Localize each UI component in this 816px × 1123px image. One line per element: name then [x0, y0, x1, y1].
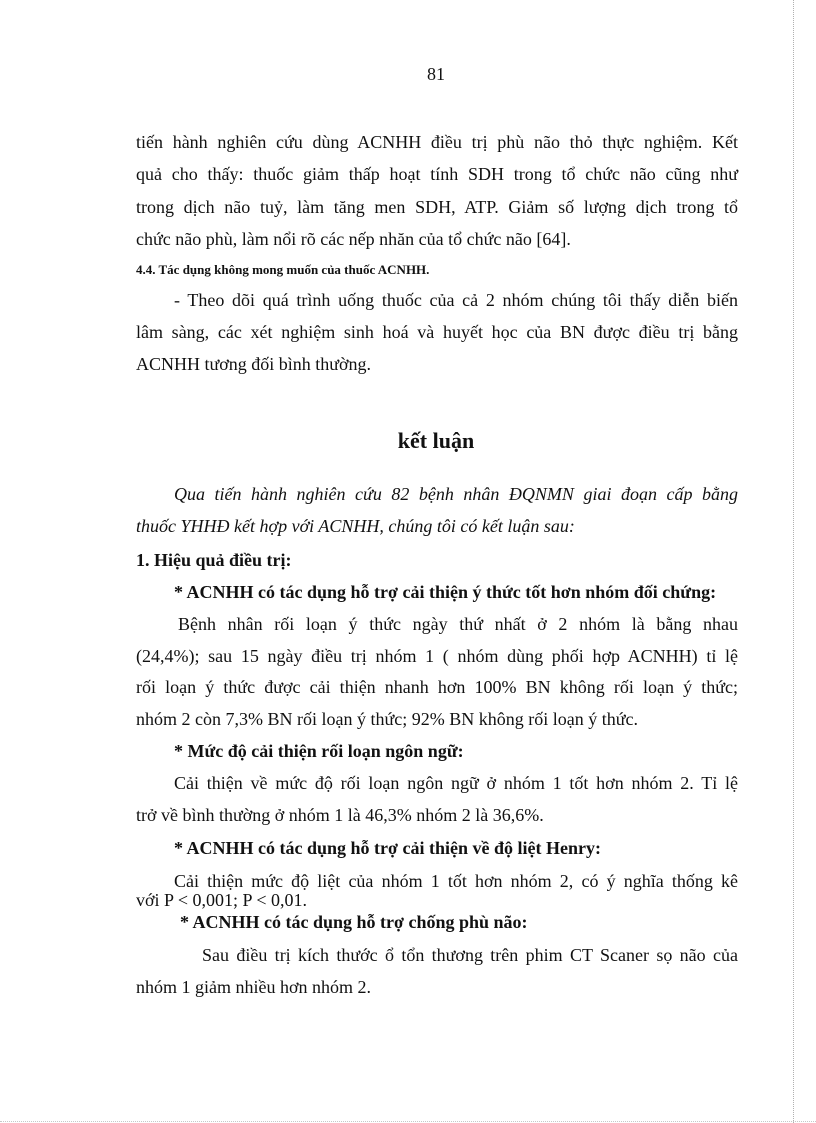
sub4-line-1: Sau điều trị kích thước ổ tổn thương trên phim CT Scaner sọ não của [202, 945, 738, 965]
sub1-line-4: nhóm 2 còn 7,3% BN rối loạn ý thức; 92% BN không rối loạn ý thức. [136, 709, 638, 729]
sub3-heading: * ACNHH có tác dụng hỗ trợ cải thiện về độ liệt Henry: [174, 838, 601, 858]
para1-line-2: quả cho thấy: thuốc giảm thấp hoạt tính SDH trong tổ chức não cũng như [136, 164, 738, 184]
sub1-heading: * ACNHH có tác dụng hỗ trợ cải thiện ý thức tốt hơn nhóm đối chứng: [174, 582, 717, 602]
sub4-heading: * ACNHH có tác dụng hỗ trợ chống phù não: [180, 912, 528, 932]
conclusion-title: kết luận [397, 428, 475, 453]
sub1-line-2: (24,4%); sau 15 ngày điều trị nhóm 1 ( nhóm dùng phối hợp ACNHH) tỉ lệ [136, 646, 738, 666]
page-number: 81 [427, 64, 445, 84]
section-heading-4-4: 4.4. Tác dụng không mong muốn của thuốc ACNHH. [136, 262, 430, 277]
sub2-heading: * Mức độ cải thiện rối loạn ngôn ngữ: [174, 741, 464, 761]
conclusion-intro-line-2: thuốc YHHĐ kết hợp với ACNHH, chúng tôi có kết luận sau: [136, 516, 575, 536]
para2-line-3: ACNHH tương đối bình thường. [136, 354, 372, 374]
para2-line-1: - Theo dõi quá trình uống thuốc của cả 2 nhóm chúng tôi thấy diễn biến [174, 290, 738, 310]
sub1-line-3: rối loạn ý thức được cải thiện nhanh hơn 100% BN không rối loạn ý thức; [136, 677, 738, 697]
sub3-line-2: với P < 0,001; P < 0,01. [136, 890, 308, 910]
page-frame-right [793, 0, 794, 1123]
sub2-line-1: Cải thiện về mức độ rối loạn ngôn ngữ ở nhóm 1 tốt hơn nhóm 2. Tỉ lệ [174, 773, 738, 793]
sub3-line-1: Cải thiện mức độ liệt của nhóm 1 tốt hơn nhóm 2, có ý nghĩa thống kê [174, 871, 738, 891]
conclusion-intro-line-1: Qua tiến hành nghiên cứu 82 bệnh nhân ĐQNMN giai đoạn cấp bằng [174, 484, 738, 504]
sub1-line-1: Bệnh nhân rối loạn ý thức ngày thứ nhất ở 2 nhóm là bằng nhau [178, 614, 738, 634]
para1-line-1: tiến hành nghiên cứu dùng ACNHH điều trị phù não thỏ thực nghiệm. Kết [136, 132, 738, 152]
heading-treatment-efficacy: 1. Hiệu quả điều trị: [136, 550, 292, 570]
page-frame-bottom [0, 1121, 816, 1122]
sub4-line-2: nhóm 1 giảm nhiều hơn nhóm 2. [136, 977, 372, 997]
para1-line-4: chức não phù, làm nổi rõ các nếp nhăn của tổ chức não [64]. [136, 229, 571, 249]
para2-line-2: lâm sàng, các xét nghiệm sinh hoá và huyết học của BN được điều trị bằng [136, 322, 738, 342]
sub2-line-2: trở về bình thường ở nhóm 1 là 46,3% nhóm 2 là 36,6%. [136, 805, 544, 825]
para1-line-3: trong dịch não tuỷ, làm tăng men SDH, ATP. Giảm số lượng dịch trong tổ [136, 197, 738, 217]
